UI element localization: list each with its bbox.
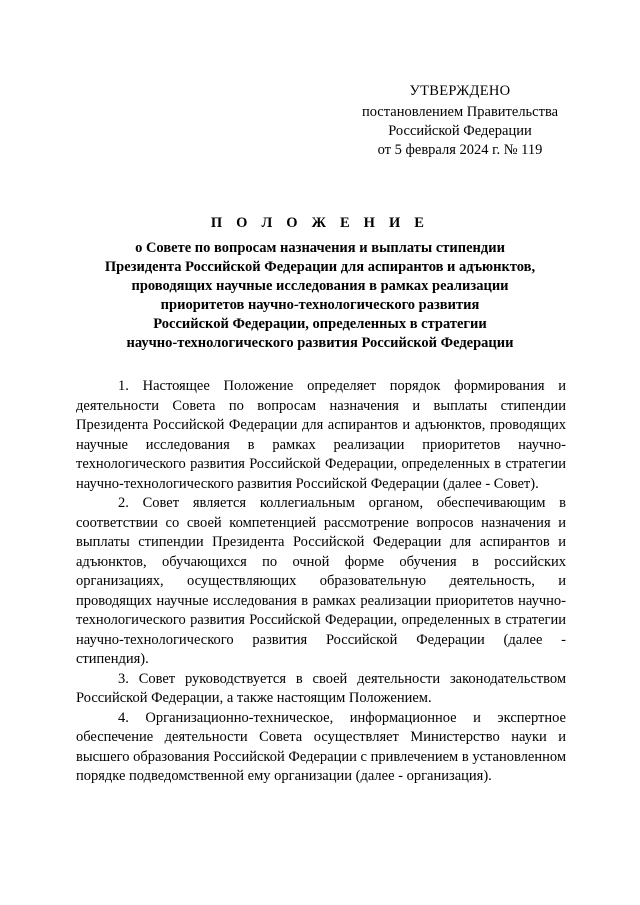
document-title: П О Л О Ж Е Н И Е <box>210 215 430 231</box>
subtitle-line: научно-технологического развития Российской Федерации <box>126 335 514 351</box>
paragraph-1: 1. Настоящее Положение определяет порядок формирования и деятельности Совета по вопросам назначения и выплаты стипендии Президента Российской Федерации для аспирантов и адъюнктов, проводящих научные исследования в рамках реализации приоритетов научно-технологического развития Российской Федерации, определенных в стратегии научно-технологического развития Российской Федерации (далее - Совет). <box>76 378 566 492</box>
paragraph-3: 3. Совет руководствуется в своей деятельности законодательством Российской Федерации, а также настоящим Положением. <box>76 670 566 706</box>
subtitle-line: приоритетов научно-технологического развития <box>160 297 480 313</box>
subtitle-line: проводящих научные исследования в рамках реализации <box>131 278 509 294</box>
approval-line-3: от 5 февраля 2024 г. № 119 <box>377 142 543 158</box>
subtitle-line: Российской Федерации, определенных в стратегии <box>153 316 487 332</box>
subtitle-line: Президента Российской Федерации для аспирантов и адъюнктов, <box>104 259 536 275</box>
paragraph-2: 2. Совет является коллегиальным органом, обеспечивающим в соответствии со своей компетенцией рассмотрение вопросов назначения и выплаты стипендии Президента Российской Федерации для аспирантов и адъюнктов, обучающихся по очной форме обучения в российских организациях, осуществляющих образовательную деятельность, и проводящих научные исследования в рамках реализации приоритетов научно-технологического развития Российской Федерации, определенных в стратегии научно-технологического развития Российской Федерации (далее - стипендия). <box>76 495 566 667</box>
document-subtitle <box>90 239 550 353</box>
subtitle-line: о Совете по вопросам назначения и выплаты стипендии <box>135 240 505 256</box>
approval-block <box>340 82 580 160</box>
paragraph-4: 4. Организационно-техническое, информационное и экспертное обеспечение деятельности Совета осуществляет Министерство науки и высшего образования Российской Федерации с привлечением в установленном порядке подведомственной ему организации (далее - организация). <box>76 709 566 784</box>
approval-title: УТВЕРЖДЕНО <box>409 83 511 99</box>
approval-line-1: постановлением Правительства <box>361 104 559 120</box>
document-body <box>76 377 566 787</box>
approval-line-2: Российской Федерации <box>388 123 532 139</box>
